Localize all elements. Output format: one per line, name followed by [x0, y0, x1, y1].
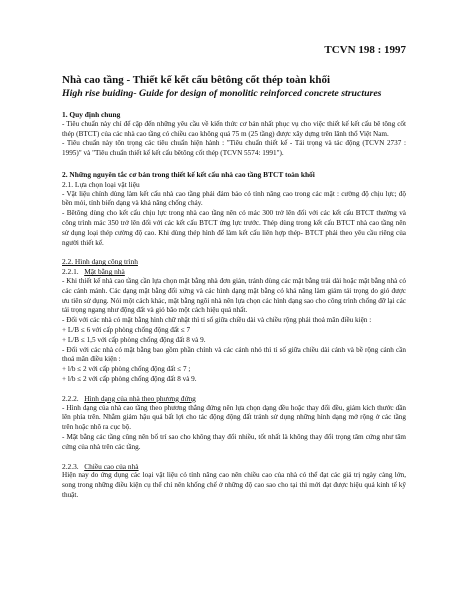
document-title: Nhà cao tầng - Thiết kế kết cấu bêtông cốt thép toàn khối: [62, 74, 331, 86]
paragraph: Hiện nay do ứng dụng các loại vật liệu có tính năng cao nên chiều cao của nhà có thể đạt các giá trị ngày càng lớn, song trong những điều kiện cụ thể chỉ nên khống chế ở những độ cao sao cho tại thì mới đạt được hiệu quả kinh tế kỹ thuật.: [62, 471, 406, 499]
section-2-1-heading: 2.1. Lựa chọn loại vật liệu: [62, 179, 140, 189]
paragraph: - Tiêu chuẩn này tôn trọng các tiêu chuẩn hiện hành : "Tiêu chuẩn thiết kế - Tải trọng và tác động (TCVN 2737 : 1995)" và "Tiêu chuẩn thiết kế kết cấu bêtông cốt thép (TCVN 5574: 1991").: [62, 139, 406, 158]
formula-line: + L/B ≤ 6 với cấp phòng chống động đất ≤ 7: [62, 325, 191, 334]
section-2-2-1-heading: [62, 267, 406, 277]
section-2-2-3-heading: [62, 462, 406, 472]
section-number: 2.2.2.: [62, 393, 79, 403]
paragraph: - Đối với các nhà có mặt bằng hình chữ nhật thì tỉ số giữa chiều dài và chiều rộng phải thoả mãn điều kiện :: [62, 316, 372, 325]
section-2-2-heading: 2.2. Hình dạng công trình: [62, 257, 138, 267]
document-subtitle: High rise buiding- Guide for design of monolitic reinforced concrete structures: [62, 88, 382, 99]
section-title: Chiều cao của nhà: [84, 461, 139, 471]
section-number: 2.2.1.: [62, 267, 79, 277]
standard-code: TCVN 198 : 1997: [324, 44, 406, 56]
paragraph: - Mặt bằng các tầng cũng nên bố trí sao cho không thay đổi nhiều, tốt nhất là không thay đổi trọng tâm cứng như tâm cứng của nhà trên các tầng.: [62, 432, 406, 451]
formula-line: + L/B ≤ 1,5 với cấp phòng chống động đất 8 và 9.: [62, 335, 206, 344]
paragraph: - Bêtông dùng cho kết cấu chịu lực trong nhà cao tầng nên có mác 300 trở lên đối với các kết cấu BTCT thường và công trình mác 350 trở lên đối với các kết cấu BTCT ứng lực trước. Thép dùng trong kết cấu BTCT nhà cao tầng nên sử dụng loại thép cường độ cao. Khi dùng thép hình để làm kết cấu liên hợp thép- BTCT phải theo yêu cầu riêng của người thiết kế.: [62, 209, 406, 247]
formula-line: + l/b ≤ 2 với cấp phòng chống động đất ≤ 7 ;: [62, 365, 191, 374]
paragraph: - Khi thiết kế nhà cao tầng cần lựa chọn mặt bằng nhà đơn giản, tránh dùng các mặt bằng trải dài hoặc mặt bằng nhà có các cánh mảnh. Các dạng mặt bằng đối xứng và các hình dạng mặt bằng có khả năng làm giảm tải trọng do gió được ưu tiên sử dụng. Nói một cách khác, mặt bằng ngôi nhà nên lựa chọn các hình dạng sao cho công trình chống đỡ lại các tải trọng ngang như động đất và gió bão một cách hiệu quả nhất.: [62, 276, 406, 315]
section-2-2-2-heading: [62, 394, 406, 404]
paragraph: - Tiêu chuẩn này chỉ để cập đến những yêu cầu về kiến thức cơ bản nhất phục vụ cho việc thiết kế kết cấu bê tông cốt thép (BTCT) của các nhà cao tầng có chiều cao không quá 75 m (25 tầng) được xây dựng trên lãnh thổ Việt Nam.: [62, 119, 406, 138]
section-1-heading: 1. Quy định chung: [62, 110, 121, 119]
paragraph: - Vật liệu chính dùng làm kết cấu nhà cao tầng phải đảm bảo có tính năng cao trong các mặt : cường độ chịu lực; độ bền mỏi, tính biến dạng và khả năng chống cháy.: [62, 189, 406, 208]
section-title: Mặt bằng nhà: [84, 267, 125, 277]
formula-line: + l/b ≤ 2 với cấp phòng chống động đất 8 và 9.: [62, 374, 197, 383]
paragraph: - Đối với các nhà có mặt bằng bao gồm phần chính và các cánh nhỏ thì tỉ số giữa chiều dài cánh và bề rộng cánh cần thoả mãn điều kiện :: [62, 345, 406, 364]
section-number: 2.2.3.: [62, 461, 79, 471]
section-title: Hình dạng của nhà theo phương đứng: [84, 393, 196, 403]
section-2-heading: 2. Những nguyên tắc cơ bản trong thiết kế kết cấu nhà cao tầng BTCT toàn khối: [62, 169, 315, 179]
paragraph: - Hình dạng của nhà cao tầng theo phương thẳng đứng nên lựa chọn dạng đều hoặc thay đổi đều, giảm kích thước dần lên phía trên. Nhằm giảm hậu quả bất lợi cho tác động động đất tránh sử dụng những hình dạng mở rộng ở các tầng trên hoặc nhô ra cục bộ.: [62, 403, 406, 432]
